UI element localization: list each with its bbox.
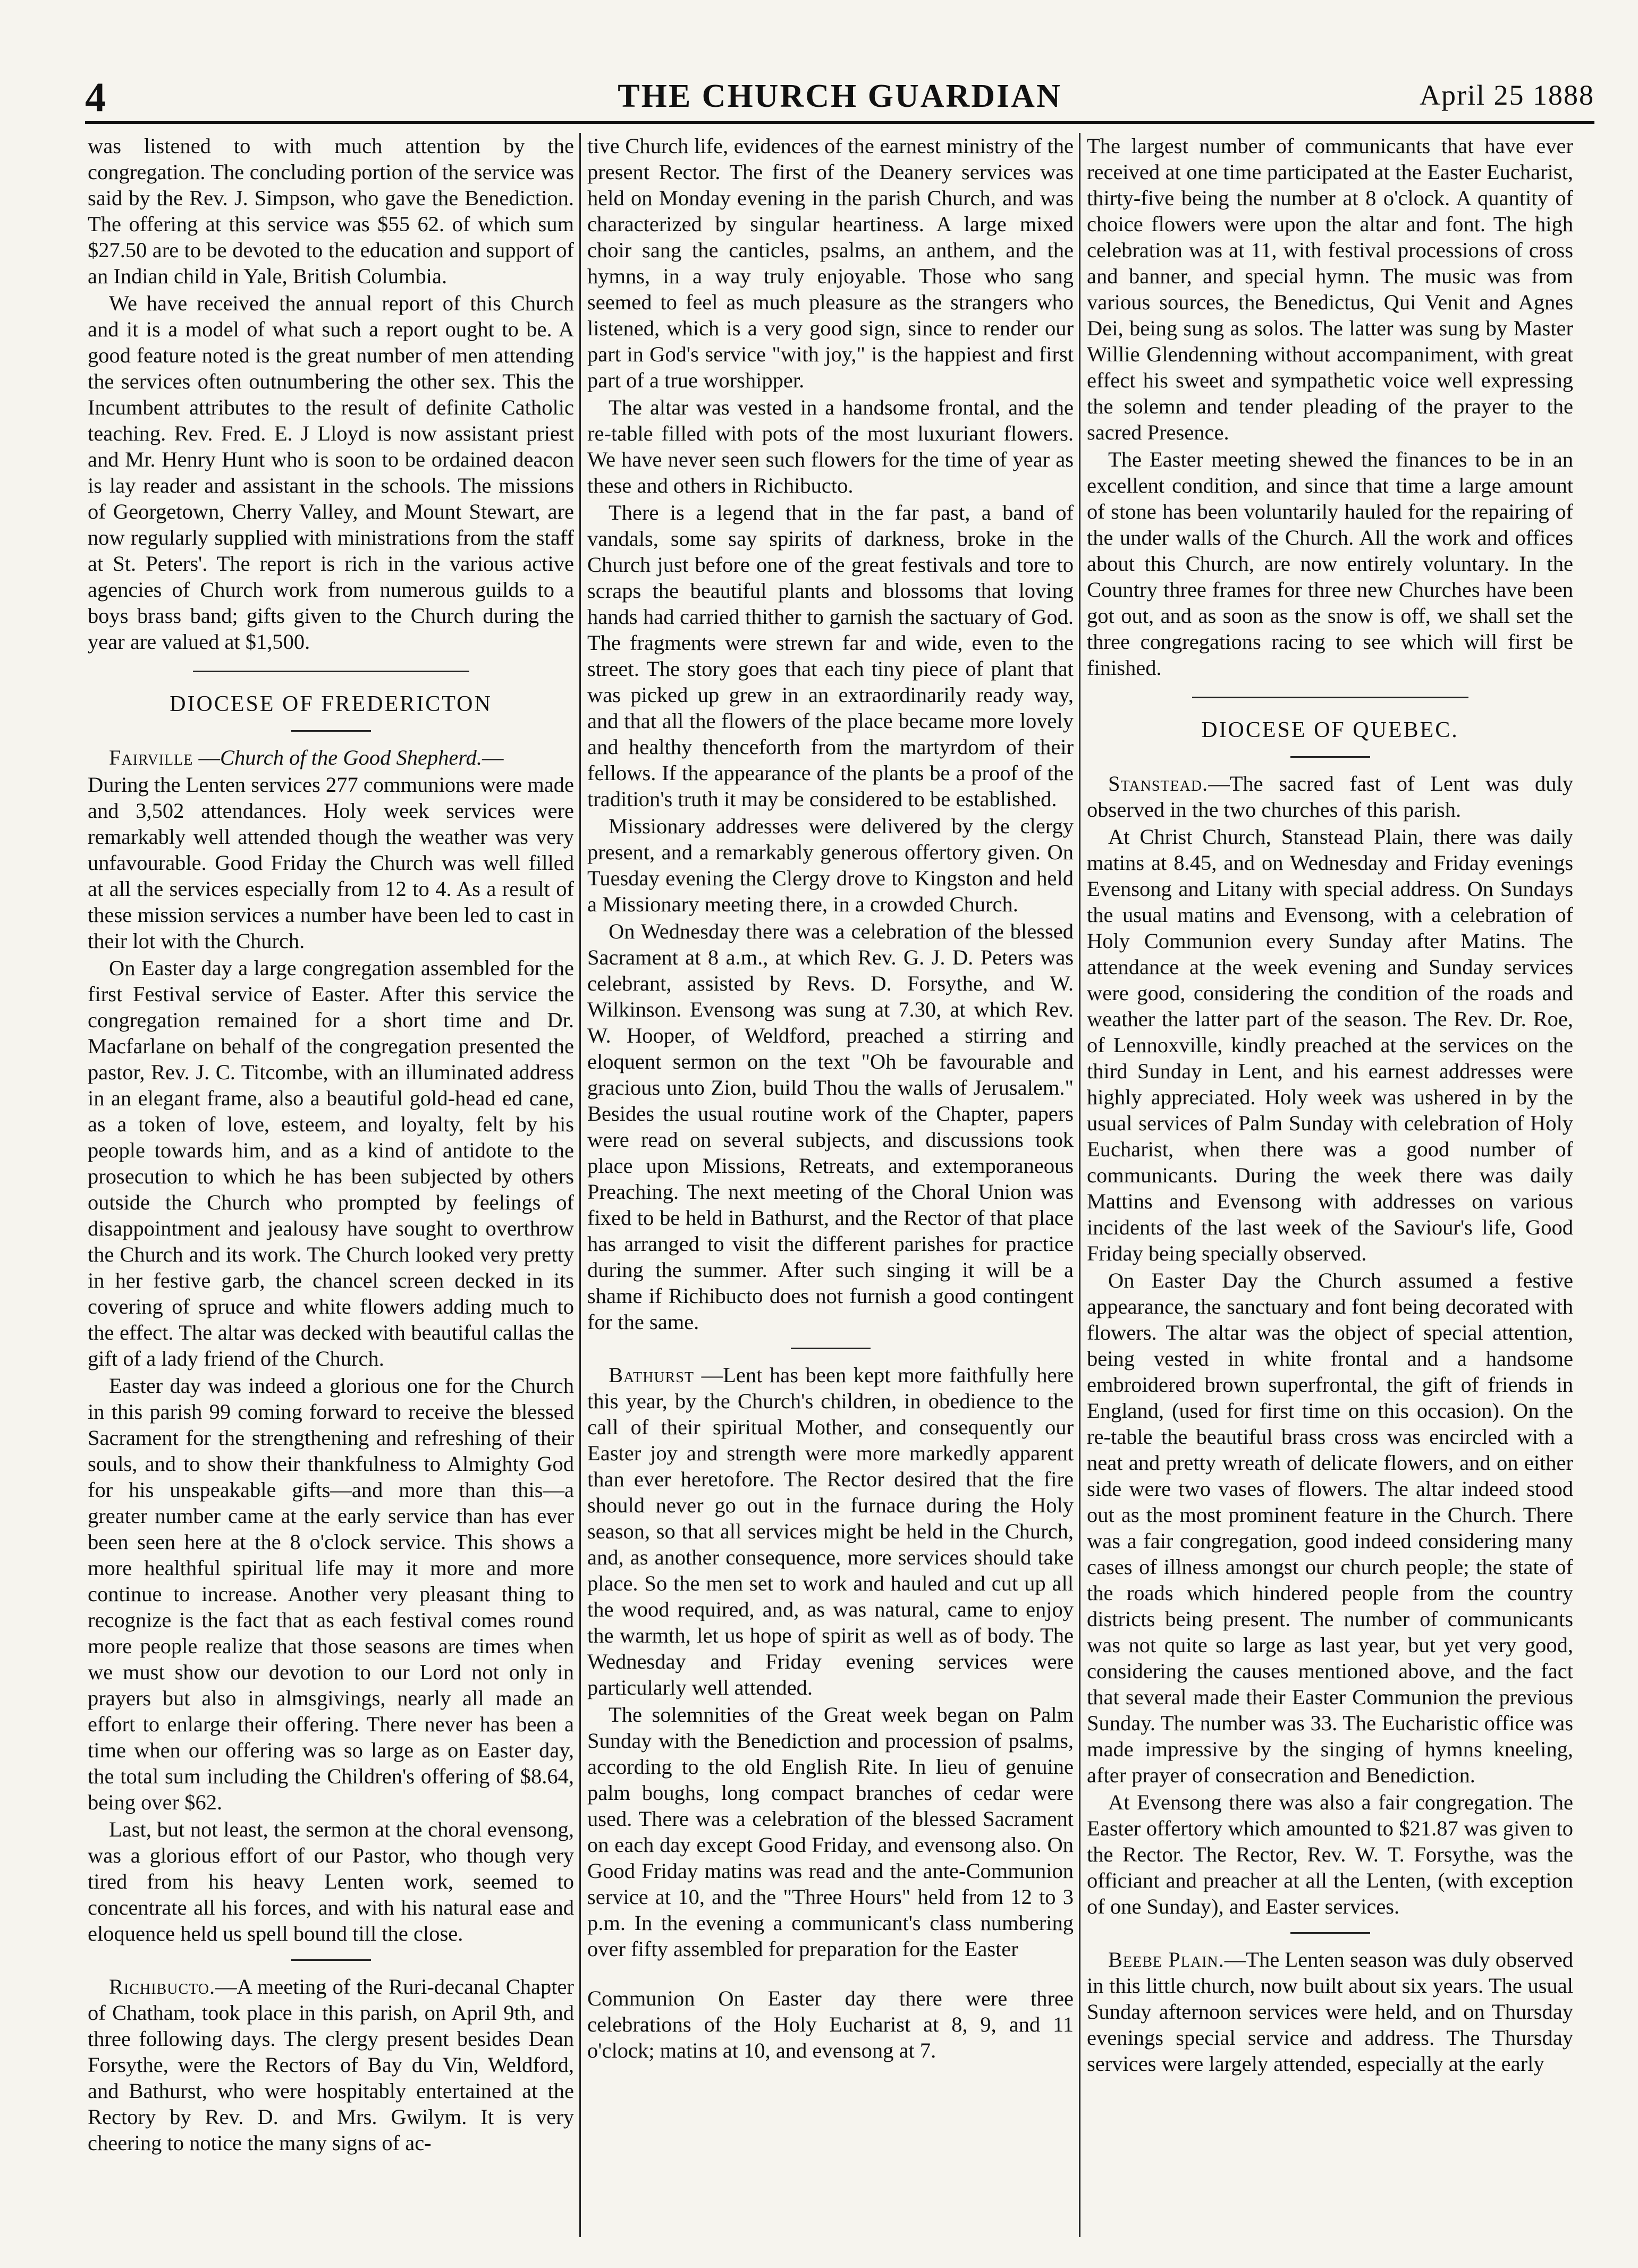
column-divider [579,133,581,2237]
place-name: Fairville [109,746,193,769]
paragraph: On Easter Day the Church assumed a festive appearance, the sanctuary and font being decorated with flowers. The altar was the object of special attention, being vested in white frontal and a handsome embroidered brown superfrontal, the gift of friends in England, (used for first time on this occasion). On the re-table the beautiful brass cross was encircled with a neat and pretty wreath of delicate flowers, and on either side were two vases of flowers. The altar indeed stood out as the most prominent feature in the Church. There was a fair congregation, good indeed considering many cases of illness amongst our church people; the state of the roads which hindered people from the country districts being present. The number of communicants was not quite so large as last year, but yet very good, considering the causes mentioned above, and the fact that several made their Easter Communion the previous Sunday. The number was 33. The Eucharistic office was made impressive by the singing of hymns kneeling, after prayer of consecration and Benediction. [1087,1268,1573,1787]
paragraph: On Easter day a large congregation assembled for the first Festival service of Easter. After this service the congregation remained for a short time and Dr. Macfarlane on behalf of the congregation presented the pastor, Rev. J. C. Titcombe, with an illuminated address in an elegant frame, also a beautiful gold-head ed cane, as a token of love, esteem, and loyalty, felt by his people towards him, and as a kind of antidote to the prosecution to which he has been subjected by others outside the Church who prompted by feelings of disappointment and jealousy have sought to overthrow the Church and its work. The Church looked very pretty in her festive garb, the chancel screen decked in its covering of spruce and white flowers adding much to the effect. The altar was decked with beautiful callas the gift of a lady friend of the Church. [88,956,574,1370]
paragraph: tive Church life, evidences of the earnest ministry of the present Rector. The first of the Deanery services was held on Monday evening in the parish Church, and was characterized by singular heartiness. A large mixed choir sang the canticles, psalms, an anthem, and the hymns, in a way truly enjoyable. Those who sang seemed to feel as much pleasure as the strangers who listened, which is a very good sign, since to render our part in God's service "with joy," is the happiest and first part of a true worshipper. [587,134,1074,392]
section-heading-fredericton: DIOCESE OF FREDERICTON [170,692,492,716]
section-rule [1290,756,1370,758]
section-rule [193,671,469,672]
paragraph: Communion On Easter day there were three celebrations of the Holy Eucharist at 8, 9, and 11 o'clock; matins at 10, and evensong at 7. [587,1986,1074,2062]
paragraph: The altar was vested in a handsome frontal, and the re-table filled with pots of the most luxuriant flowers. We have never seen such flowers for the time of year as these and others in Richibucto. [587,395,1074,497]
paragraph: Richibucto.—A meeting of the Ruri-decanal Chapter of Chatham, took place in this parish, on April 9th, and three following days. The clergy present besides Dean Forsythe, were the Rectors of Bay du Vin, Weldford, and Bathurst, who were hospitably entertained at the Rectory by Rev. D. and Mrs. Gwilym. It is very cheering to notice the many signs of ac- [88,1975,574,2155]
paragraph-lead: Fairville —Church of the Good Shepherd.— [109,746,504,769]
page-header [85,63,1594,124]
section-rule [291,1959,371,1961]
issue-date: April 25 1888 [1420,79,1594,111]
paragraph: On Wednesday there was a celebration of the blessed Sacrament at 8 a.m., at which Rev. G. J. D. Peters was celebrant, assisted by Revs. D. Forsythe, and W. Wilkinson. Evensong was sung at 7.30, at which Rev. W. Hooper, of Weldford, preached a stirring and eloquent sermon on the text "Oh be favourable and gracious unto Zion, build Thou the walls of Jerusalem." Besides the usual routine work of the Chapter, papers were read on several subjects, and discussions took place upon Missions, Retreats, and extemporaneous Preaching. The next meeting of the Choral Union was fixed to be held in Bathurst, and the Rector of that place has arranged to visit the different parishes for practice during the summer. After such singing it will be a shame if Richibucto does not furnish a good contingent for the same. [587,919,1074,1334]
section-heading-quebec: DIOCESE OF QUEBEC. [1201,718,1459,742]
paragraph: Missionary addresses were delivered by the clergy present, and a remarkably generous offertory given. On Tuesday evening the Clergy drove to Kingston and held a Missionary meeting there, in a crowded Church. [587,814,1074,916]
church-name: Church of the Good Shepherd. [219,746,483,769]
section-rule [1192,697,1468,698]
paragraph: There is a legend that in the far past, a band of vandals, some say spirits of darkness, broke in the Church just before one of the great festivals and tore to scraps the beautiful plants and blossoms that loving hands had carried thither to garnish the sactuary of God. The fragments were strewn far and wide, even to the street. The story goes that each tiny piece of plant that was picked up grew in an extraordinarily ready way, and that all the flowers of the place became more lovely and healthy thenceforth from the martyrdom of their fellows. If the appearance of the plants be a proof of the tradition's truth it may be considered to be established. [587,501,1074,811]
column-2 [587,133,1074,2237]
paragraph: Bathurst —Lent has been kept more faithfully here this year, by the Church's children, in obedience to the call of their spiritual Mother, and consequently our Easter joy and strength were more markedly apparent than ever heretofore. The Rector desired that the fire should never go out in the furnace during the Holy season, so that all services might be held in the Church, and, as another consequence, more services should take place. So the men set to work and hauled and cut up all the wood required, and, as was natural, came to enjoy the warmth, let us hope of spirit as well as of body. The Wednesday and Friday evening services were particularly well attended. [587,1363,1074,1699]
page-number: 4 [85,74,106,120]
place-name: Richibucto. [109,1975,216,1999]
place-name: Beebe Plain. [1108,1948,1225,1971]
paragraph: At Christ Church, Stanstead Plain, there was daily matins at 8.45, and on Wednesday and Friday evenings Evensong and Litany with special address. On Sundays the usual matins and Evensong, with a celebration of Holy Communion every Sunday after Matins. The attendance at the week evening and Sunday services were good, considering the condition of the roads and weather the latter part of the season. The Rev. Dr. Roe, of Lennoxville, kindly preached at the services on the third Sunday in Lent, and his earnest addresses were highly appreciated. Holy week was ushered in by the usual services of Palm Sunday with celebration of Holy Eucharist, when there was a good number of communicants. During the week there was daily Mattins and Evensong with addresses on various incidents of the last week of the Saviour's life, Good Friday being specially observed. [1087,825,1573,1265]
paragraph: Easter day was indeed a glorious one for the Church in this parish 99 coming forward to receive the blessed Sacrament for the strengthening and refreshing of their souls, and to show their thankfulness to Almighty God for his unspeakable gifts—and more than this—a greater number came at the early service than has ever been seen here at the 8 o'clock service. This shows a more healthful spiritual life may it more and more continue to increase. Another very pleasant thing to recognize is the fact that as each festival comes round more people realize that those seasons are times when we must show our devotion to our Lord not only in prayers but also in almsgivings, nearly all made an effort to enlarge their offering. There never has been a time when our offering was so large as on Easter day, the total sum including the Children's offering of $8.64, being over $62. [88,1374,574,1814]
paragraph: The largest number of communicants that have ever received at one time participated at the Easter Eucharist, thirty-five being the number at 8 o'clock. A quantity of choice flowers were upon the altar and font. The high celebration was at 11, with festival processions of cross and banner, and special hymn. The music was from various sources, the Benedictus, Qui Venit and Agnes Dei, being sung as solos. The latter was sung by Master Willie Glendenning without accompaniment, with great effect his sweet and sympathetic voice well expressing the solemn and tender pleading of the prayer to the sacred Presence. [1087,134,1573,444]
paragraph: Beebe Plain.—The Lenten season was duly observed in this little church, now built about six years. The usual Sunday afternoon services were held, and on Thursday evenings special service and address. The Thursday services were largely attended, especially at the early [1087,1948,1573,2076]
section-rule [1290,1932,1370,1934]
paragraph: The solemnities of the Great week began on Palm Sunday with the Benediction and procession of psalms, according to the old English Rite. In lieu of genuine palm boughs, long compact branches of cedar were used. There was a celebration of the blessed Sacrament on each day except Good Friday, and evensong also. On Good Friday matins was read and the ante-Communion service at 10, and the "Three Hours" held from 12 to 3 p.m. In the evening a communicant's class numbering over fifty assembled for preparation for the Easter [587,1703,1074,1961]
paragraph: We have received the annual report of this Church and it is a model of what such a report ought to be. A good feature noted is the great number of men attending the services often outnumbering the other sex. This the Incumbent attributes to the result of definite Catholic teaching. Rev. Fred. E. J Lloyd is now assistant priest and Mr. Henry Hunt who is soon to be ordained deacon is lay reader and assistant in the schools. The missions of Georgetown, Cherry Valley, and Mount Stewart, are now regularly supplied with ministrations from the staff at St. Peters'. The report is rich in the various active agencies of Church work from numerous guilds to a boys brass band; gifts given to the Church during the year are valued at $1,500. [88,291,574,654]
paragraph: was listened to with much attention by the congregation. The concluding portion of the service was said by the Rev. J. Simpson, who gave the Benediction. The offering at this service was $55 62. of which sum $27.50 are to be devoted to the education and support of an Indian child in Yale, British Columbia. [88,134,574,288]
column-3 [1087,133,1573,2237]
paragraph: Last, but not least, the sermon at the choral evensong, was a glorious effort of our Pastor, who though very tired from his heavy Lenten work, seemed to concentrate all his forces, and with his natural ease and eloquence held us spell bound till the close. [88,1817,574,1945]
section-rule [291,730,371,732]
section-rule [791,1348,871,1349]
place-name: Bathurst [609,1363,695,1387]
paragraph: The Easter meeting shewed the finances to be in an excellent condition, and since that time a large amount of stone has been voluntarily hauled for the repairing of the under walls of the Church. All the work and offices about this Church, are now entirely voluntary. In the Country three frames for three new Churches have been got out, and as soon as the snow is off, we shall set the three congregations racing to see which will first be finished. [1087,447,1573,680]
paragraph: During the Lenten services 277 communions were made and 3,502 attendances. Holy week services were remarkably well attended though the weather was very unfavourable. Good Friday the Church was well filled at all the services especially from 12 to 4. As a result of these mission services a number have been led to cast in their lot with the Church. [88,773,574,953]
column-divider [1079,133,1080,2237]
paragraph: Stanstead.—The sacred fast of Lent was duly observed in the two churches of this parish. [1087,772,1573,822]
column-1 [88,133,574,2237]
masthead: THE CHURCH GUARDIAN [618,78,1062,114]
place-name: Stanstead. [1108,772,1209,796]
paragraph: At Evensong there was also a fair congregation. The Easter offertory which amounted to $21.87 was given to the Rector. The Rector, Rev. W. T. Forsythe, was the officiant and preacher at all the Lenten, (with exception of one Sunday), and Easter services. [1087,1790,1573,1918]
